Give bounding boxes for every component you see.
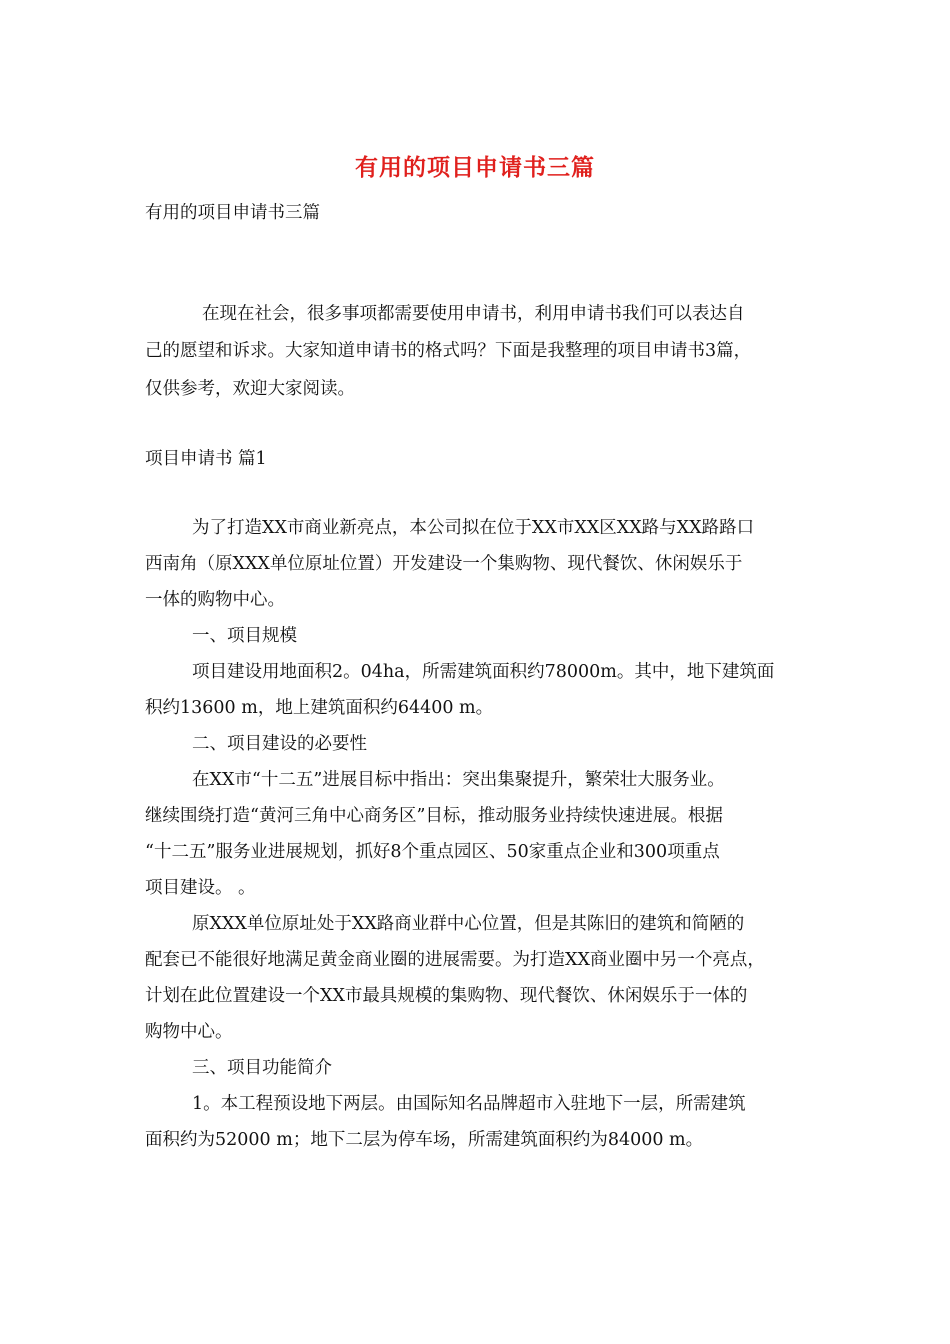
- heading-necessity: 二、项目建设的必要性: [192, 734, 367, 754]
- para3-line-3: “十二五”服务业进展规划，抓好8个重点园区、50家重点企业和300项重点: [145, 842, 720, 862]
- para3-line-2: 继续围绕打造“黄河三角中心商务区”目标，推动服务业持续快速进展。根据: [145, 806, 723, 826]
- para4-line-4: 购物中心。: [145, 1022, 233, 1042]
- para2-line-2: 积约13600 m，地上建筑面积约64400 m。: [145, 698, 494, 718]
- para4-line-1: 原XXX单位原址处于XX路商业群中心位置，但是其陈旧的建筑和简陋的: [192, 914, 745, 934]
- para4-line-2: 配套已不能很好地满足黄金商业圈的进展需要。为打造XX商业圈中另一个亮点，: [145, 950, 765, 970]
- document-subtitle: 有用的项目申请书三篇: [145, 203, 320, 223]
- para2-line-1: 项目建设用地面积2。04ha，所需建筑面积约78000m。其中，地下建筑面: [192, 662, 775, 682]
- intro-line-3: 仅供参考，欢迎大家阅读。: [145, 379, 355, 399]
- heading-project-scale: 一、项目规模: [192, 626, 297, 646]
- intro-line-1: 在现在社会，很多事项都需要使用申请书，利用申请书我们可以表达自: [202, 304, 745, 324]
- para5-line-1: 1。本工程预设地下两层。由国际知名品牌超市入驻地下一层，所需建筑: [192, 1094, 746, 1114]
- para4-line-3: 计划在此位置建设一个XX市最具规模的集购物、现代餐饮、休闲娱乐于一体的: [145, 986, 748, 1006]
- para3-line-4: 项目建设。 。: [145, 878, 256, 898]
- intro-line-2: 己的愿望和诉求。大家知道申请书的格式吗？下面是我整理的项目申请书3篇，: [145, 341, 752, 361]
- para1-line-2: 西南角（原XXX单位原址位置）开发建设一个集购物、现代餐饮、休闲娱乐于: [145, 554, 743, 574]
- para1-line-1: 为了打造XX市商业新亮点，本公司拟在位于XX市XX区XX路与XX路路口: [192, 518, 755, 538]
- heading-function-intro: 三、项目功能简介: [192, 1058, 332, 1078]
- section-heading: 项目申请书 篇1: [145, 449, 267, 469]
- para3-line-1: 在XX市“十二五”进展目标中指出：突出集聚提升，繁荣壮大服务业。: [192, 770, 725, 790]
- para5-line-2: 面积约为52000 m；地下二层为停车场，所需建筑面积约为84000 m。: [145, 1130, 704, 1150]
- document-title: 有用的项目申请书三篇: [355, 154, 595, 181]
- para1-line-3: 一体的购物中心。: [145, 590, 285, 610]
